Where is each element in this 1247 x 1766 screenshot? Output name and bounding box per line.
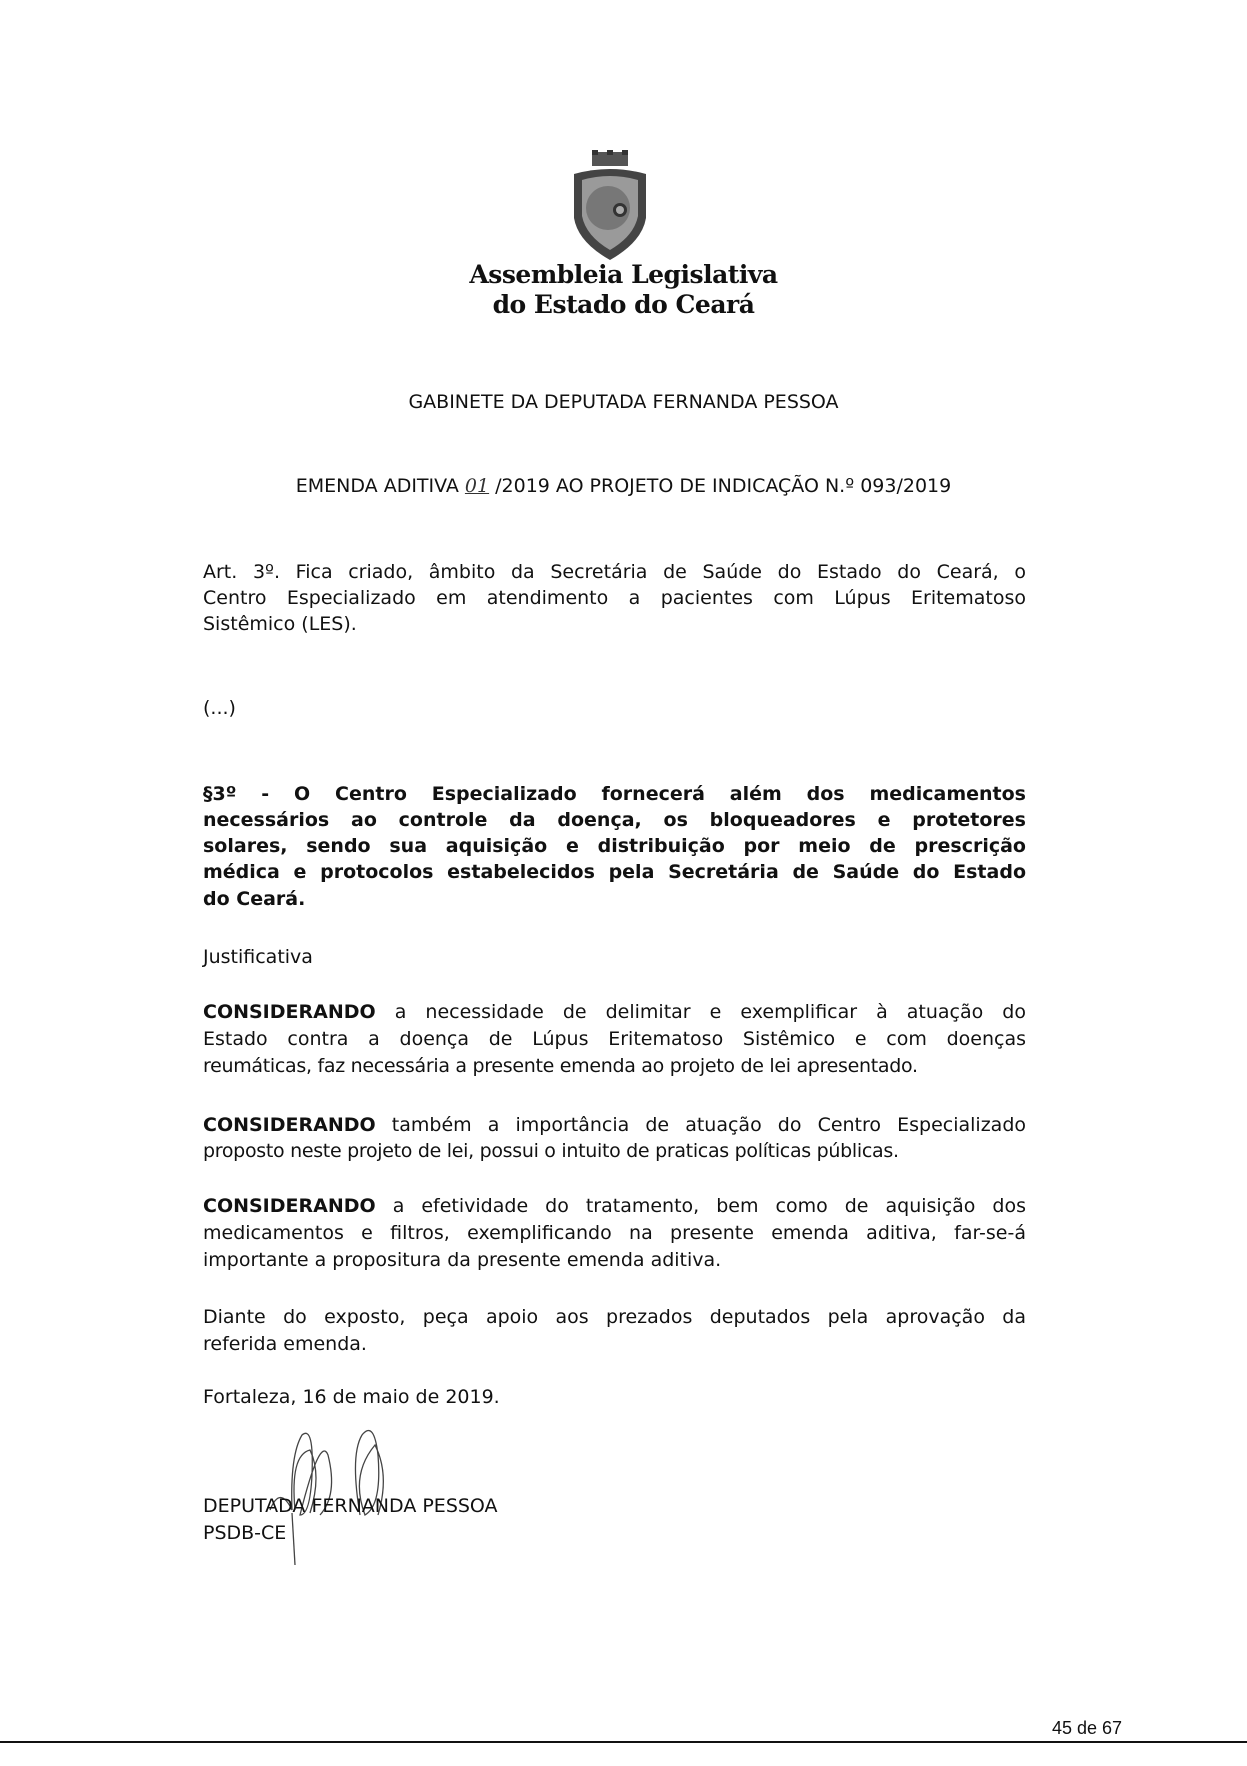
paragraph3-line: solares, sendo sua aquisição e distribuição por meio de prescrição <box>203 835 1026 857</box>
consideration-text: a necessidade de delimitar e exemplificar à atuação do <box>394 1001 1026 1023</box>
signatory-name: DEPUTADA FERNANDA PESSOA <box>203 1495 498 1517</box>
state-coat-of-arms-logo <box>562 150 658 262</box>
consideration-line <box>203 999 1026 1026</box>
document-title <box>0 475 1247 497</box>
ellipsis: (...) <box>203 697 236 719</box>
signatory-party: PSDB-CE <box>203 1522 287 1544</box>
consideration-line: Estado contra a doença de Lúpus Eritematoso Sistêmico e com doenças <box>203 1028 1026 1050</box>
paragraph3-line: médica e protocolos estabelecidos pela Secretária de Saúde do Estado <box>203 861 1026 883</box>
consideration-text: a efetividade do tratamento, bem como de aquisição dos <box>392 1195 1027 1217</box>
consideration-keyword: CONSIDERANDO <box>203 1114 376 1136</box>
consideration-line <box>203 1112 1026 1139</box>
article-line: Sistêmico (LES). <box>203 613 357 635</box>
consideration-keyword: CONSIDERANDO <box>203 1195 376 1217</box>
place-and-date: Fortaleza, 16 de maio de 2019. <box>203 1386 500 1408</box>
title-prefix: EMENDA ADITIVA <box>295 475 459 497</box>
paragraph3-line: necessários ao controle da doença, os bloqueadores e protetores <box>203 809 1026 831</box>
consideration-line: proposto neste projeto de lei, possui o intuito de praticas políticas públicas. <box>203 1140 899 1162</box>
title-suffix: /2019 AO PROJETO DE INDICAÇÃO N.º 093/2019 <box>495 475 952 497</box>
paragraph3-line: do Ceará. <box>203 888 306 910</box>
organization-name-line2: do Estado do Ceará <box>492 290 755 319</box>
article-line: Art. 3º. Fica criado, âmbito da Secretária de Saúde do Estado do Ceará, o <box>203 561 1026 583</box>
footer-divider <box>0 1741 1247 1743</box>
consideration-line: medicamentos e filtros, exemplificando na presente emenda aditiva, far-se-á <box>203 1222 1026 1244</box>
consideration-line <box>203 1193 1026 1220</box>
consideration-line: importante a propositura da presente emenda aditiva. <box>203 1249 722 1271</box>
consideration-text: também a importância de atuação do Centro Especializado <box>391 1114 1027 1136</box>
closing-line: referida emenda. <box>203 1333 367 1355</box>
organization-name-line1: Assembleia Legislativa <box>469 260 778 289</box>
office-heading: GABINETE DA DEPUTADA FERNANDA PESSOA <box>408 391 839 413</box>
page-number: 45 de 67 <box>1052 1718 1123 1738</box>
handwritten-amendment-number: 01 <box>464 475 490 497</box>
article-line: Centro Especializado em atendimento a pacientes com Lúpus Eritematoso <box>203 587 1026 609</box>
justification-heading: Justificativa <box>203 946 313 968</box>
closing-line: Diante do exposto, peça apoio aos prezados deputados pela aprovação da <box>203 1306 1026 1328</box>
paragraph3-line: §3º - O Centro Especializado fornecerá além dos medicamentos <box>203 783 1026 805</box>
consideration-keyword: CONSIDERANDO <box>203 1001 376 1023</box>
consideration-line: reumáticas, faz necessária a presente emenda ao projeto de lei apresentado. <box>203 1055 918 1077</box>
